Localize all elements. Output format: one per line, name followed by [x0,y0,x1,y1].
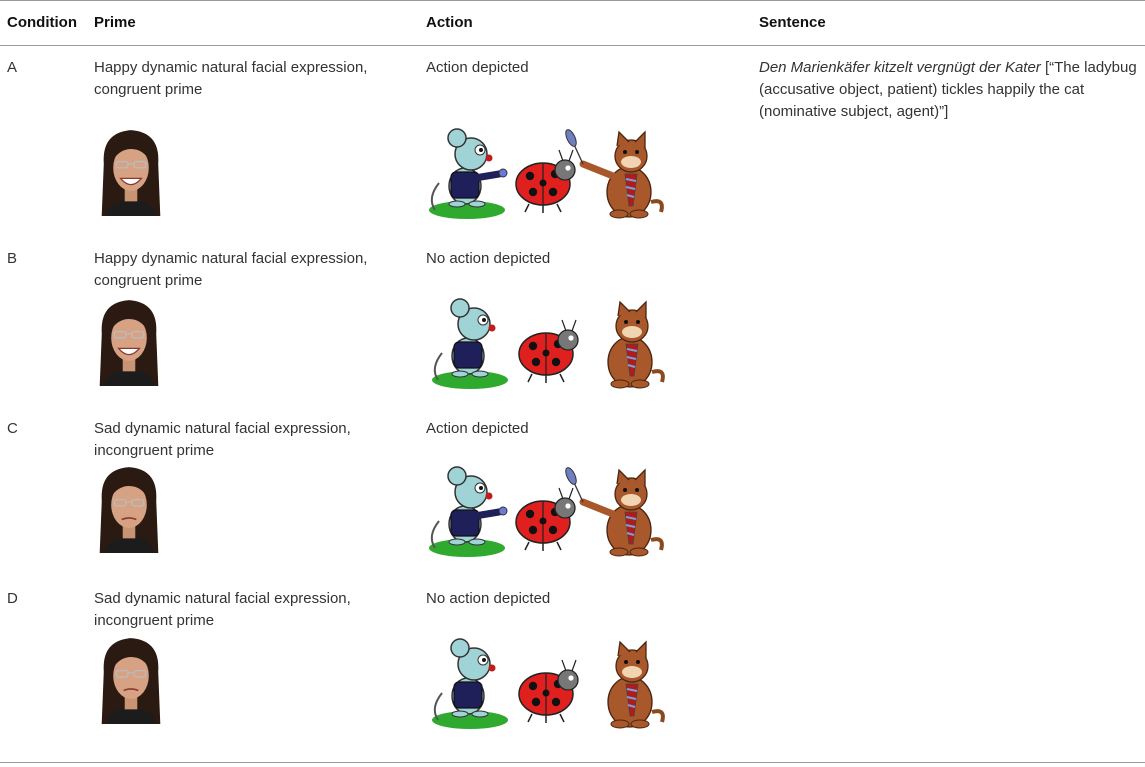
sentence-a-line3: (nominative subject, agent)”] [759,103,949,120]
no-action-scene-image [430,634,670,730]
ladybug-icon [516,150,575,213]
condition-a: A [7,59,18,76]
table-top-rule [0,0,1145,1]
ladybug-icon [519,660,578,723]
prime-c-line1: Sad dynamic natural facial expression, [94,420,351,437]
action-scene-image [427,462,667,558]
action-a: Action depicted [426,59,529,76]
mouse-icon [429,129,507,219]
condition-c: C [7,420,18,437]
prime-d-line2: incongruent prime [94,612,215,629]
sad-face-image [96,634,166,724]
table-header-rule [0,45,1145,46]
happy-face-image [94,296,164,386]
cat-icon [608,642,663,728]
prime-b-line1: Happy dynamic natural facial expression, [94,250,368,267]
ladybug-icon [519,320,578,383]
sentence-a-line1 [759,57,1137,79]
cat-icon [564,128,662,218]
prime-d-line1: Sad dynamic natural facial expression, [94,590,351,607]
no-action-scene-image [430,294,670,390]
header-sentence: Sentence [759,14,826,31]
header-action: Action [426,14,473,31]
sentence-translation-start: [“The ladybug [1040,59,1137,76]
action-b: No action depicted [426,250,551,267]
sad-face-image [94,463,164,553]
happy-face-image [96,126,166,216]
header-prime: Prime [94,14,136,31]
prime-a-line2: congruent prime [94,81,203,98]
mouse-icon [429,467,507,557]
header-condition: Condition [7,14,77,31]
table-bottom-rule [0,762,1145,763]
sentence-german: Den Marienkäfer kitzelt vergnügt der Kater [759,59,1041,76]
mouse-icon [432,639,508,729]
cat-icon [564,466,662,556]
action-c: Action depicted [426,420,529,437]
sentence-a-line2: (accusative object, patient) tickles happily the cat [759,81,1085,98]
cat-icon [608,302,663,388]
prime-a-line1: Happy dynamic natural facial expression, [94,59,368,76]
prime-b-line2: congruent prime [94,272,203,289]
mouse-icon [432,299,508,389]
prime-c-line2: incongruent prime [94,442,215,459]
action-scene-image [427,124,667,220]
ladybug-icon [516,488,575,551]
condition-d: D [7,590,18,607]
condition-b: B [7,250,18,267]
action-d: No action depicted [426,590,551,607]
